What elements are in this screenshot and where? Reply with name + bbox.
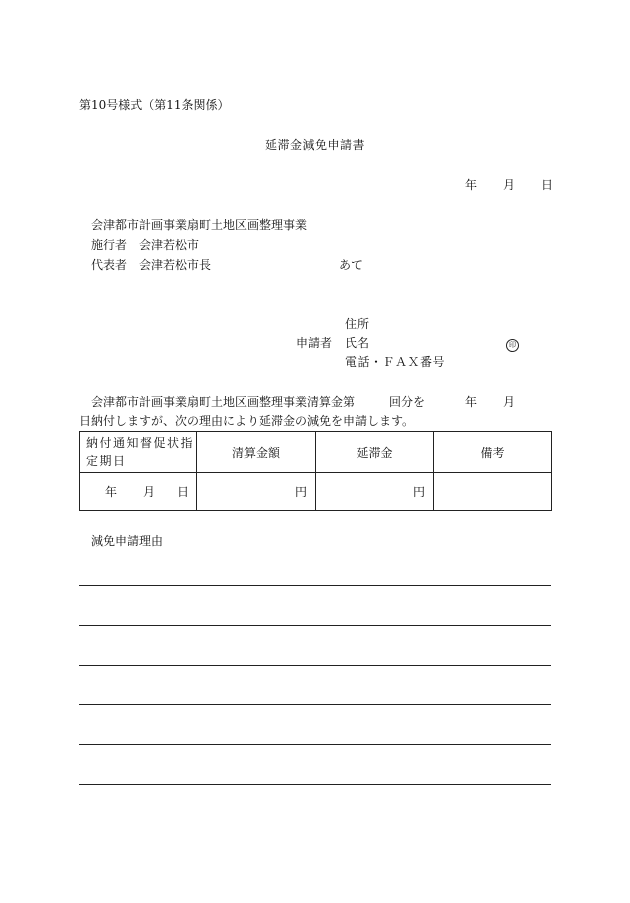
body-line-1-d: 月 [503, 395, 516, 409]
date-line [465, 179, 553, 191]
reason-label: 減免申請理由 [91, 534, 164, 548]
applicant-label: 申請者 [296, 336, 333, 350]
header-late-fee: 延滞金 [316, 432, 434, 473]
reason-line-4[interactable] [79, 704, 551, 705]
amount-cell[interactable] [197, 473, 316, 511]
late-fee-unit: 円 [412, 485, 425, 499]
date-month: 月 [503, 178, 516, 192]
body-line-2: 日納付しますが、次の理由により延滞金の減免を申請します。 [79, 414, 415, 428]
seal-mark [506, 337, 519, 352]
addressee-ate: あて [339, 258, 364, 272]
reason-line-6[interactable] [79, 784, 551, 785]
addressee-executor [91, 239, 199, 251]
payment-table [79, 431, 552, 511]
addressee-representative [91, 259, 211, 271]
representative-value: 会津若松市長 [139, 258, 212, 272]
reason-line-3[interactable] [79, 665, 551, 666]
due-day: 日 [177, 485, 190, 499]
table-header-row [80, 432, 552, 473]
body-line-1-b: 回分を [389, 395, 426, 409]
date-year: 年 [465, 178, 478, 192]
applicant-phone: 電話・ＦＡＸ番号 [345, 355, 446, 369]
header-due-date: 納付通知督促状指定期日 [80, 432, 197, 473]
reason-line-1[interactable] [79, 585, 551, 586]
applicant-address: 住所 [345, 317, 370, 331]
note-cell[interactable] [434, 473, 552, 511]
reason-line-5[interactable] [79, 744, 551, 745]
document-title: 延滞金減免申請書 [265, 138, 366, 152]
body-line-1-a: 会津都市計画事業扇町土地区画整理事業清算金第 [91, 395, 356, 409]
late-fee-cell[interactable] [316, 473, 434, 511]
body-line-1-c: 年 [465, 395, 478, 409]
seal-icon: 印 [506, 339, 519, 352]
body-line-1 [91, 396, 515, 408]
table-row [80, 473, 552, 511]
amount-unit: 円 [294, 485, 307, 499]
due-date-cell[interactable] [80, 473, 197, 511]
header-note: 備考 [434, 432, 552, 473]
date-day: 日 [541, 178, 554, 192]
executor-label: 施行者 [91, 238, 128, 252]
form-number: 第10号様式（第11条関係） [79, 98, 230, 112]
executor-value: 会津若松市 [139, 238, 200, 252]
header-amount: 清算金額 [197, 432, 316, 473]
due-year: 年 [105, 485, 118, 499]
due-month: 月 [143, 485, 156, 499]
reason-line-2[interactable] [79, 625, 551, 626]
representative-label: 代表者 [91, 258, 128, 272]
addressee-project: 会津都市計画事業扇町土地区画整理事業 [91, 218, 308, 232]
applicant-name: 氏名 [345, 336, 370, 350]
